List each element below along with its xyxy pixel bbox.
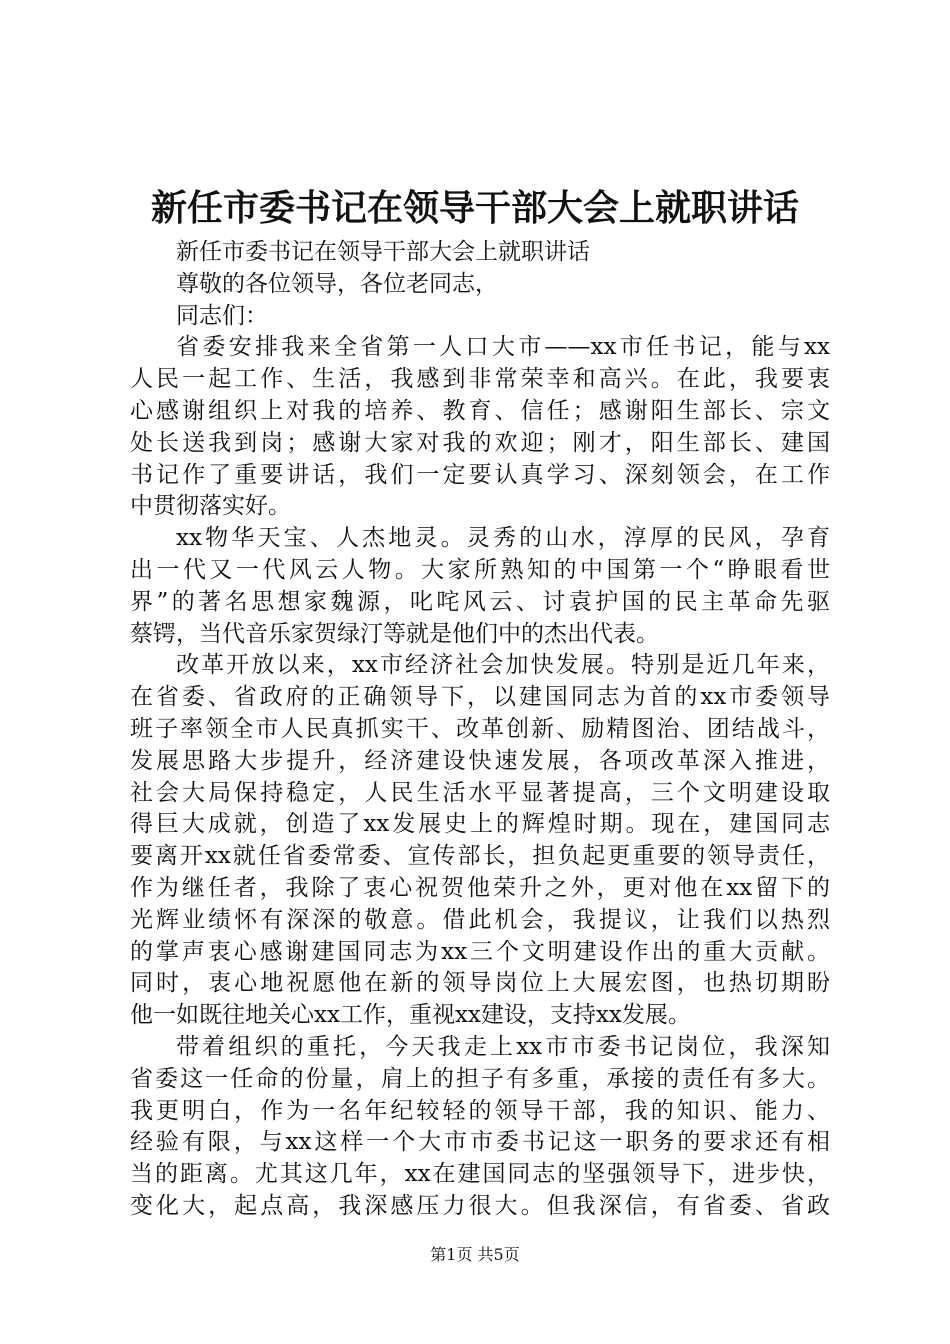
body-line: 人民一起工作、生活，我感到非常荣幸和高兴。在此，我要衷 [130,366,830,393]
body-line: 心感谢组织上对我的培养、教育、信任；感谢阳生部长、宗文 [130,397,830,424]
page-number-footer: 第1页 共5页 [430,1245,520,1264]
body-line: 尊敬的各位领导，各位老同志， [176,270,498,297]
body-line: xx物华天宝、人杰地灵。灵秀的山水，淳厚的民风，孕育 [176,525,830,552]
body-line: 省委安排我来全省第一人口大市——xx市任书记，能与xx [176,334,830,361]
body-line: 书记作了重要讲话，我们一定要认真学习、深刻领会，在工作 [130,461,830,488]
body-line: 发展思路大步提升，经济建设快速发展，各项改革深入推进， [130,747,830,774]
body-line: 得巨大成就，创造了xx发展史上的辉煌时期。现在，建国同志 [130,811,830,838]
body-line: 中贯彻落实好。 [130,493,291,520]
body-line: 蔡锷，当代音乐家贺绿汀等就是他们中的杰出代表。 [130,620,659,647]
body-line: 处长送我到岗；感谢大家对我的欢迎；刚才，阳生部长、建国 [130,429,830,456]
body-line: 省委这一任命的份量，肩上的担子有多重，承接的责任有多大。 [130,1065,830,1092]
body-line: 在省委、省政府的正确领导下，以建国同志为首的xx市委领导 [130,684,830,711]
document-title: 新任市委书记在领导干部大会上就职讲话 [150,187,799,229]
body-line: 他一如既往地关心xx工作，重视xx建设，支持xx发展。 [130,1002,691,1029]
body-line: 界”的著名思想家魏源，叱咤风云、讨袁护国的民主革命先驱 [130,588,830,615]
body-line: 的掌声衷心感谢建国同志为xx三个文明建设作出的重大贡献。 [130,938,830,965]
body-line: 作为继任者，我除了衷心祝贺他荣升之外，更对他在xx留下的 [130,874,830,901]
body-line: 光辉业绩怀有深深的敬意。借此机会，我提议，让我们以热烈 [130,906,830,933]
body-line: 要离开xx就任省委常委、宣传部长，担负起更重要的领导责任， [130,843,830,870]
body-line: 变化大，起点高，我深感压力很大。但我深信，有省委、省政 [130,1192,830,1219]
body-line: 我更明白，作为一名年纪较轻的领导干部，我的知识、能力、 [130,1097,830,1124]
body-line: 同志们： [176,302,268,329]
body-line: 班子率领全市人民真抓实干、改革创新、励精图治、团结战斗， [130,715,830,742]
body-line: 当的距离。尤其这几年，xx在建国同志的坚强领导下，进步快， [130,1161,830,1188]
body-line: 经验有限，与xx这样一个大市市委书记这一职务的要求还有相 [130,1129,830,1156]
body-line: 带着组织的重托，今天我走上xx市市委书记岗位，我深知 [176,1033,830,1060]
body-line: 出一代又一代风云人物。大家所熟知的中国第一个“睁眼看世 [130,556,830,583]
body-line: 新任市委书记在领导干部大会上就职讲话 [176,239,590,265]
body-line: 社会大局保持稳定，人民生活水平显著提高，三个文明建设取 [130,779,830,806]
document-body [130,237,830,1223]
body-line: 改革开放以来，xx市经济社会加快发展。特别是近几年来， [176,652,830,679]
body-line: 同时，衷心地祝愿他在新的领导岗位上大展宏图，也热切期盼 [130,970,830,997]
